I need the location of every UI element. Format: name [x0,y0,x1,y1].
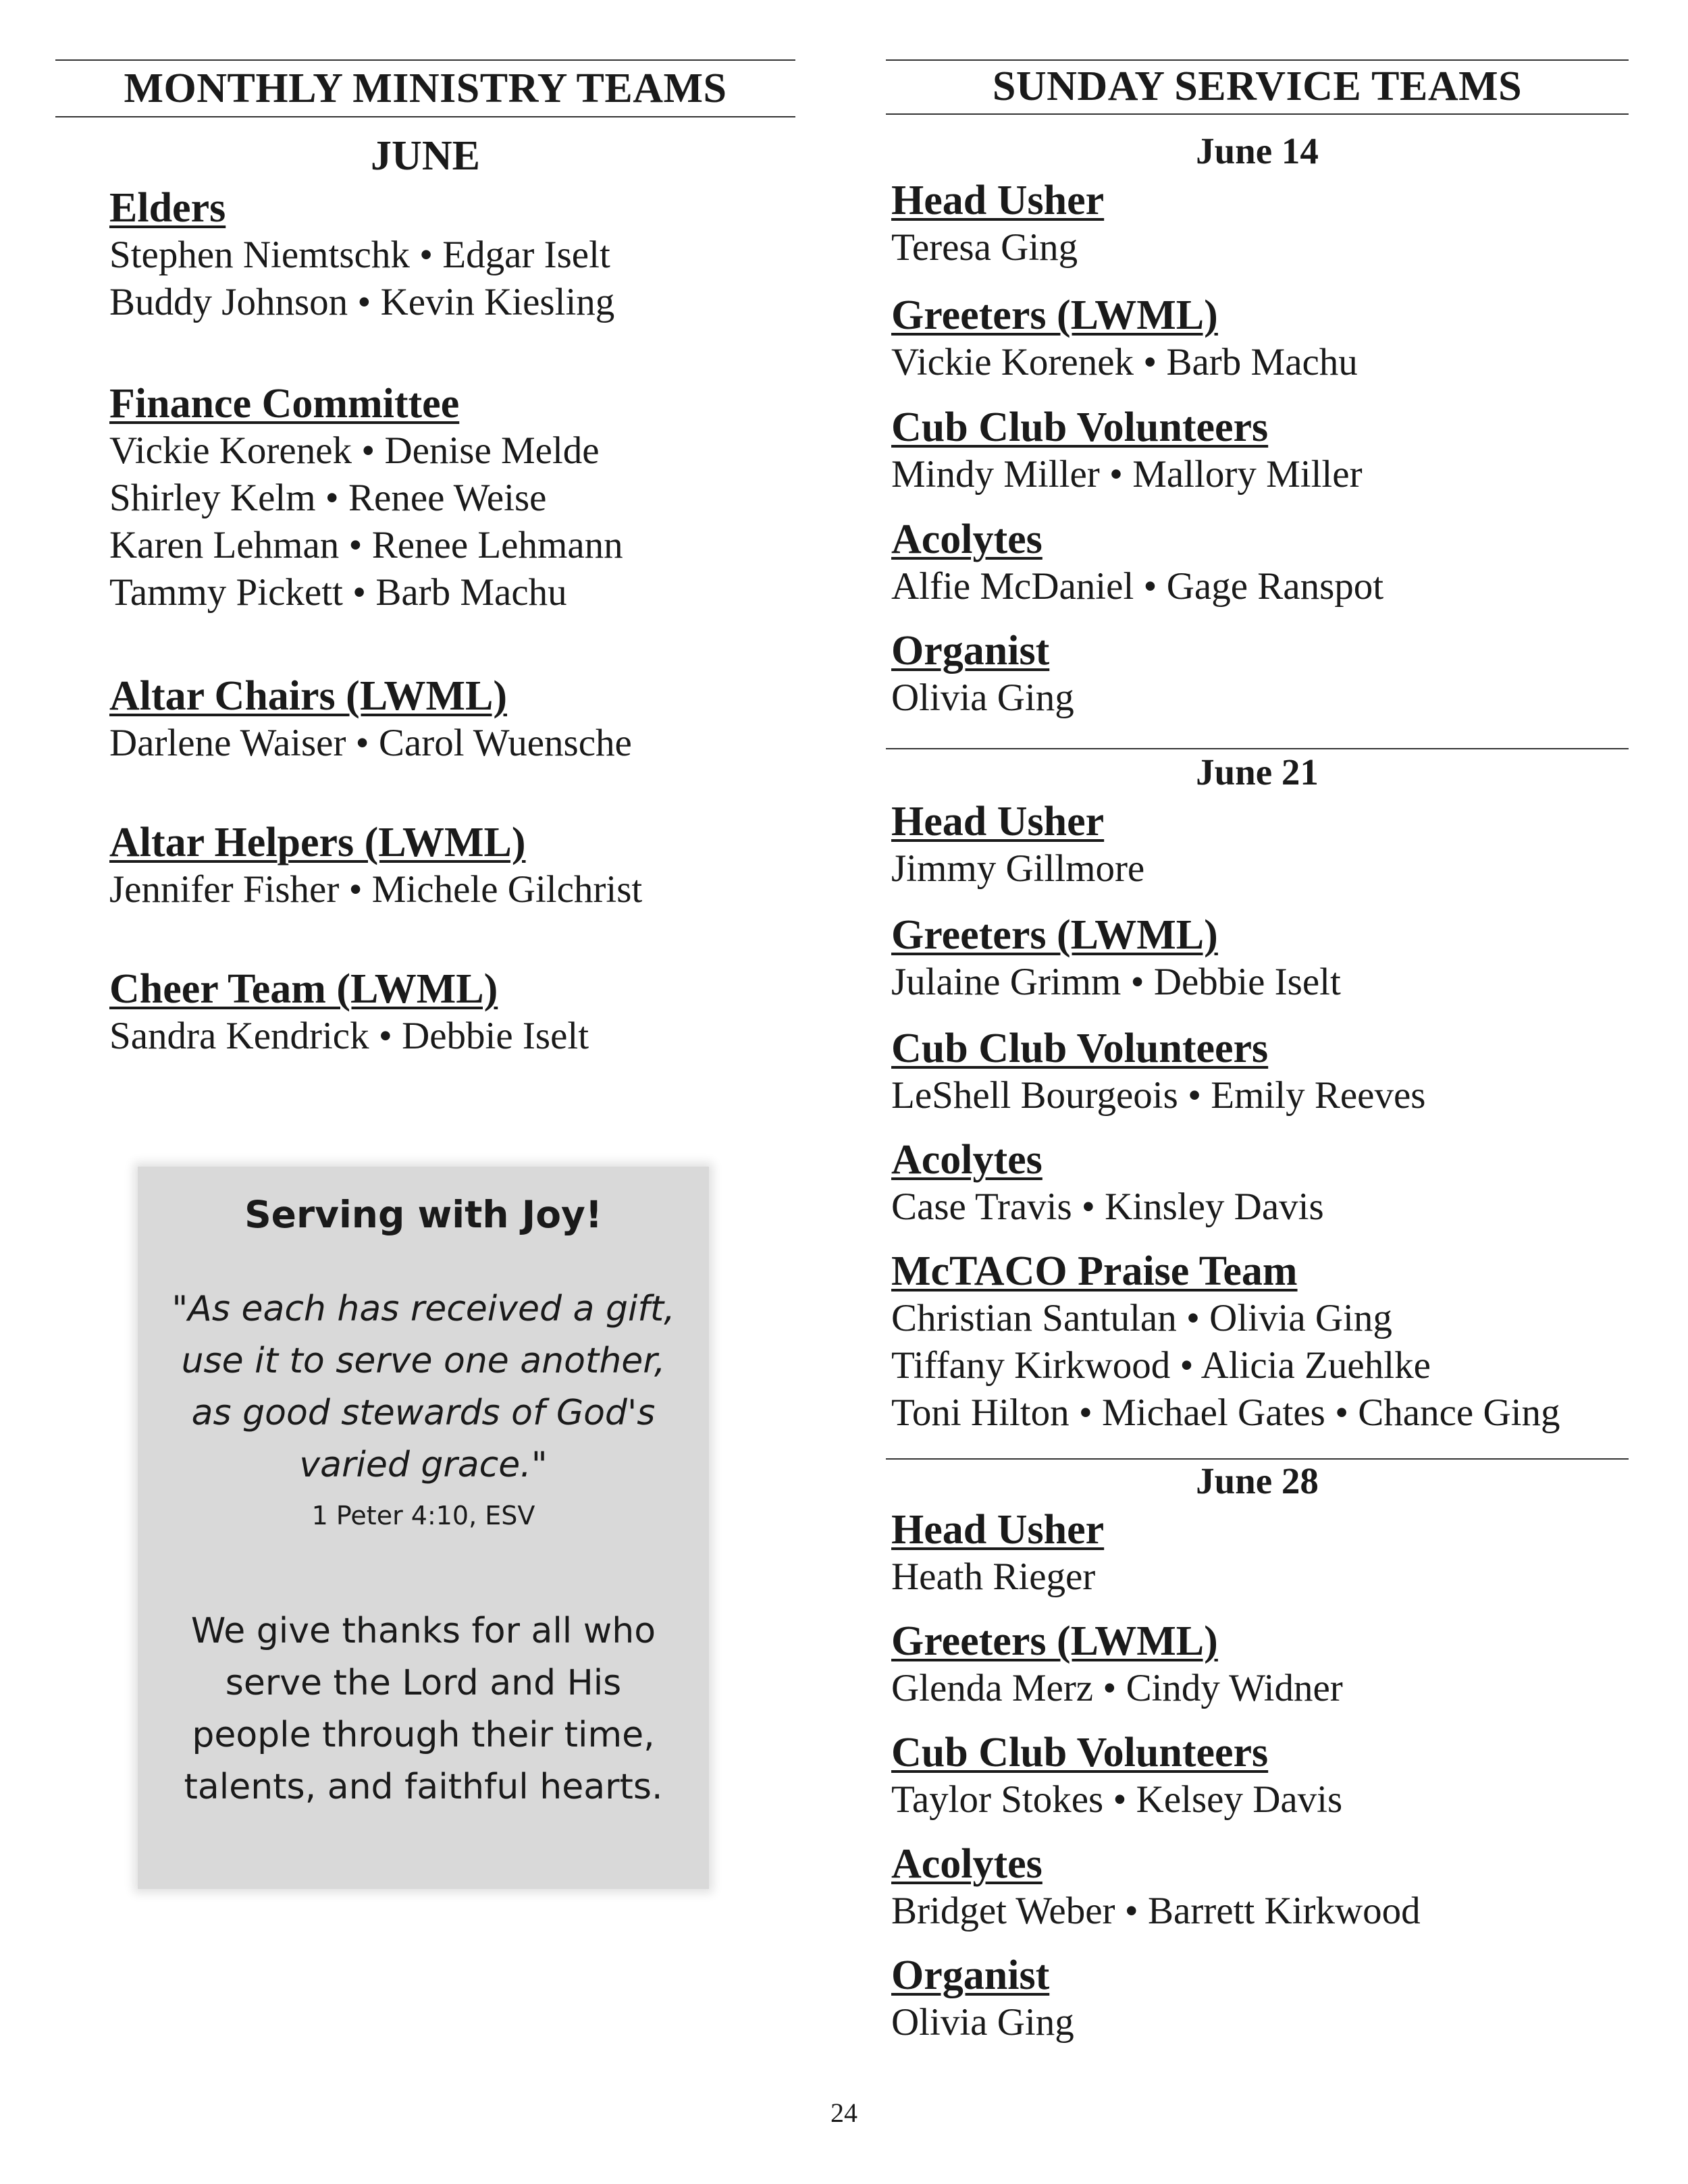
member-line: Tammy Pickett • Barb Machu [109,571,567,614]
team-organist [891,1952,1074,2046]
page-number: 24 [830,2098,858,2128]
member-line: LeShell Bourgeois • Emily Reeves [891,1074,1426,1117]
team-title: Finance Committee [109,381,460,427]
team-title: Altar Chairs (LWML) [109,673,507,719]
sunday-date: June 28 [1196,1460,1319,1501]
team-title: Acolytes [891,1137,1043,1183]
quote-line: varied grace." [299,1445,548,1485]
team-finance-committee [109,380,623,616]
member-line: Jimmy Gillmore [891,847,1145,890]
scripture-reference: 1 Peter 4:10, ESV [311,1501,535,1530]
team-elders [109,184,614,326]
member-line: Buddy Johnson • Kevin Kiesling [109,281,615,323]
team-title: Head Usher [891,799,1105,845]
team-members [891,1183,1324,1231]
team-cub-club-volunteers [891,1729,1342,1823]
member-line: Bridget Weber • Barrett Kirkwood [891,1890,1421,1932]
member-line: Taylor Stokes • Kelsey Davis [891,1778,1343,1821]
quote-line: as good stewards of God's [191,1393,656,1433]
sunday-date: June 14 [1196,130,1319,171]
team-title: McTACO Praise Team [891,1248,1298,1294]
member-line: Julaine Grimm • Debbie Iselt [891,961,1341,1003]
member-line: Karen Lehman • Renee Lehmann [109,524,623,566]
team-members [109,1013,589,1060]
team-title: Cheer Team (LWML) [109,966,498,1012]
team-organist [891,627,1074,722]
sunday-service-teams-heading: SUNDAY SERVICE TEAMS [992,63,1523,109]
body-line: people through their time, [192,1715,655,1755]
member-line: Alfie McDaniel • Gage Ranspot [891,565,1384,608]
team-members [891,845,1144,893]
team-cub-club-volunteers [891,404,1363,498]
header-top-rule [886,59,1629,61]
member-line: Shirley Kelm • Renee Weise [109,477,547,519]
team-members [891,1665,1343,1712]
member-line: Stephen Niemtschk • Edgar Iselt [109,234,610,276]
quote-line: use it to serve one another, [181,1341,666,1381]
team-title: Head Usher [891,1507,1105,1553]
callout-title: Serving with Joy! [244,1193,602,1236]
member-line: Toni Hilton • Michael Gates • Chance Ging [891,1391,1560,1434]
team-title: Organist [891,1952,1050,1998]
member-line: Jennifer Fisher • Michele Gilchrist [109,868,643,911]
team-members [109,232,614,326]
team-title: Head Usher [891,178,1105,223]
team-title: Organist [891,628,1050,674]
team-head-usher [891,798,1144,893]
quote-line: "As each has received a gift, [172,1289,675,1329]
team-title: Greeters (LWML) [891,912,1218,958]
team-members [891,674,1074,722]
body-line: talents, and faithful hearts. [184,1767,663,1807]
member-line: Vickie Korenek • Denise Melde [109,429,600,472]
team-members [891,563,1383,610]
member-line: Tiffany Kirkwood • Alicia Zuehlke [891,1344,1431,1387]
member-line: Teresa Ging [891,226,1078,269]
team-title: Greeters (LWML) [891,292,1218,338]
team-members [891,1776,1342,1823]
team-title: Cub Club Volunteers [891,1026,1269,1071]
header-bottom-rule [55,116,795,117]
month-heading: JUNE [371,133,480,179]
team-altar-helpers [109,819,642,913]
team-greeters [891,911,1341,1006]
team-members [891,1888,1421,1935]
team-acolytes [891,516,1383,610]
member-line: Sandra Kendrick • Debbie Iselt [109,1015,589,1057]
member-line: Mindy Miller • Mallory Miller [891,453,1363,496]
serving-with-joy-callout [138,1167,709,1889]
member-line: Case Travis • Kinsley Davis [891,1186,1324,1228]
team-title: Cub Club Volunteers [891,1730,1269,1776]
team-members [891,339,1358,386]
team-mctaco-praise-team [891,1248,1560,1437]
team-members [891,1072,1425,1119]
team-title: Elders [109,185,226,231]
team-members [891,224,1104,271]
team-members [891,959,1341,1006]
team-title: Greeters (LWML) [891,1618,1218,1664]
team-head-usher [891,177,1104,271]
header-bottom-rule [886,113,1629,115]
team-altar-chairs [109,672,632,767]
member-line: Heath Rieger [891,1555,1096,1598]
team-title: Acolytes [891,1841,1043,1887]
team-head-usher [891,1506,1104,1601]
member-line: Christian Santulan • Olivia Ging [891,1297,1392,1339]
body-line: We give thanks for all who [190,1611,656,1651]
member-line: Olivia Ging [891,2001,1074,2044]
team-title: Cub Club Volunteers [891,404,1269,450]
thanks-message [158,1605,689,1813]
member-line: Olivia Ging [891,676,1074,719]
team-members [109,427,623,616]
team-members [891,1999,1074,2046]
team-cheer-team [109,965,589,1060]
team-greeters [891,292,1358,386]
team-members [891,1553,1104,1601]
team-title: Acolytes [891,516,1043,562]
team-acolytes [891,1136,1324,1231]
member-line: Glenda Merz • Cindy Widner [891,1667,1343,1709]
date-divider-rule [886,748,1629,749]
member-line: Vickie Korenek • Barb Machu [891,341,1358,383]
team-members [109,720,632,767]
sunday-date: June 21 [1196,751,1319,793]
team-greeters [891,1618,1343,1712]
scripture-quote [165,1283,682,1491]
team-members [891,1295,1560,1437]
monthly-ministry-teams-heading: MONTHLY MINISTRY TEAMS [124,65,727,111]
team-members [109,866,642,913]
team-title: Altar Helpers (LWML) [109,820,526,865]
member-line: Darlene Waiser • Carol Wuensche [109,722,632,764]
team-cub-club-volunteers [891,1025,1425,1119]
team-acolytes [891,1840,1421,1935]
body-line: serve the Lord and His [225,1663,622,1703]
header-top-rule [55,59,795,61]
team-members [891,451,1363,498]
